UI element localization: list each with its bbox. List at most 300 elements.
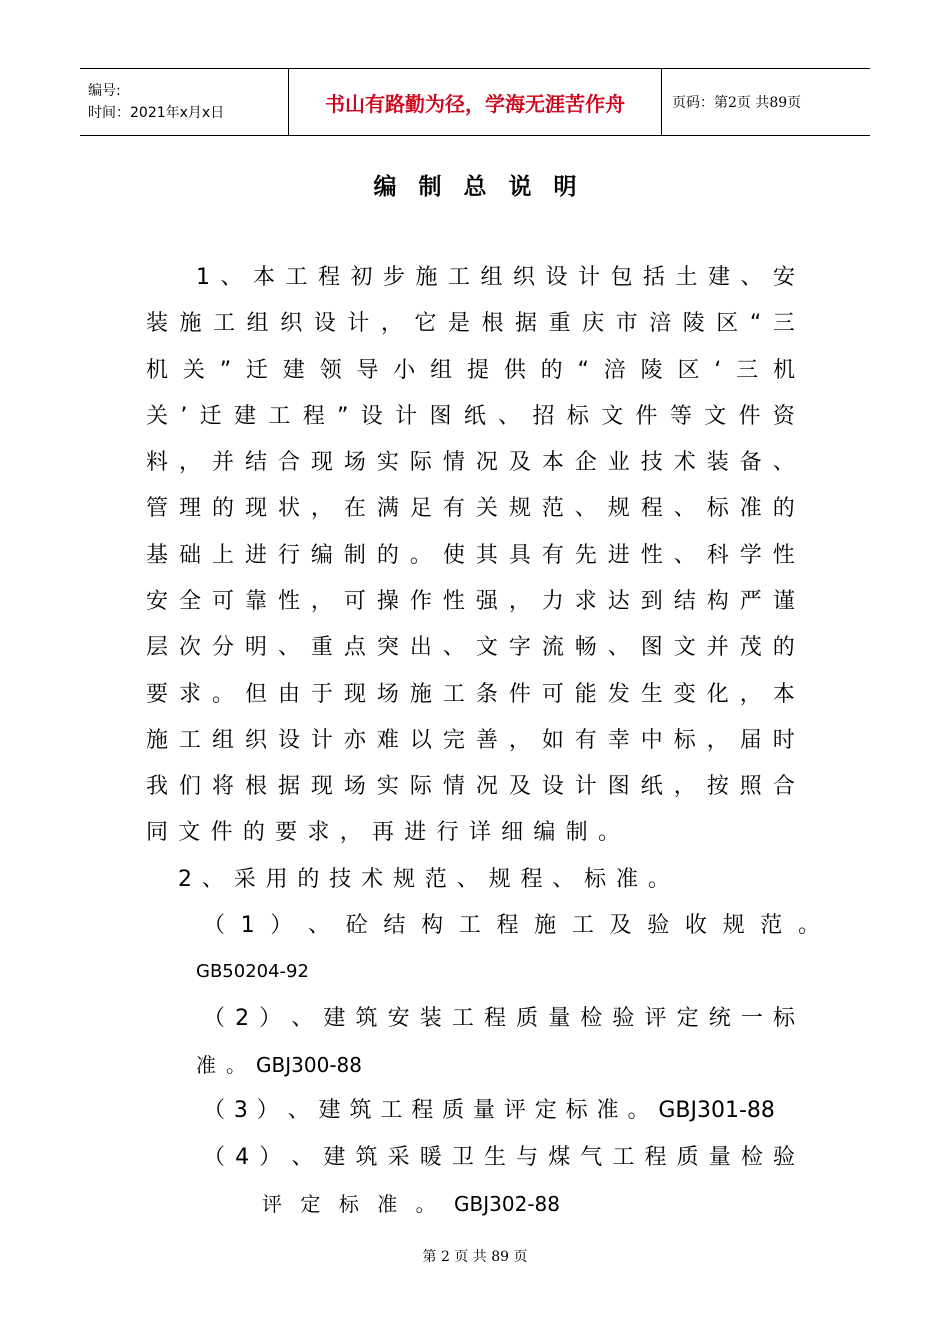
- body-glyph: 理: [178, 496, 201, 521]
- body-glyph: 。: [211, 682, 234, 707]
- body-glyph: 时: [772, 728, 795, 753]
- body-line: [262, 1188, 560, 1220]
- body-glyph: 、: [552, 867, 575, 892]
- body-glyph: 发: [607, 682, 630, 707]
- body-glyph: 由: [277, 682, 300, 707]
- body-glyph: 但: [244, 682, 267, 707]
- body-glyph: 等: [669, 404, 692, 429]
- body-glyph: 及: [609, 913, 632, 938]
- body-glyph: 上: [211, 543, 234, 568]
- body-glyph: 收: [684, 913, 707, 938]
- body-glyph: 陵: [640, 358, 663, 383]
- body-glyph: 再: [371, 820, 394, 845]
- body-glyph: 2: [178, 867, 192, 892]
- body-glyph: 际: [409, 774, 432, 799]
- body-glyph: ，: [310, 589, 333, 614]
- body-glyph: ）: [259, 1006, 282, 1031]
- body-glyph: 我: [146, 774, 169, 799]
- body-glyph: 砼: [345, 913, 368, 938]
- body-glyph: 幸: [607, 728, 630, 753]
- body-glyph: 计: [574, 774, 597, 799]
- body-glyph: 难: [376, 728, 399, 753]
- body-glyph: 筑: [355, 1006, 378, 1031]
- body-glyph: ，: [310, 496, 333, 521]
- body-glyph: 安: [387, 1006, 410, 1031]
- body-glyph: 明: [244, 635, 267, 660]
- body-glyph: 术: [361, 867, 384, 892]
- body-glyph: 建: [318, 1098, 341, 1123]
- body-glyph: 设: [541, 774, 564, 799]
- body-glyph: 层: [146, 635, 169, 660]
- body-glyph: 现: [343, 682, 366, 707]
- body-glyph: 步: [382, 265, 405, 290]
- body-glyph: 质: [676, 1145, 699, 1170]
- body-glyph: 术: [673, 450, 696, 475]
- body-glyph: 技: [640, 450, 663, 475]
- body-glyph: 评: [644, 1006, 667, 1031]
- body-glyph: 建: [707, 265, 730, 290]
- body-glyph: 有: [574, 728, 597, 753]
- body-glyph: 制: [343, 543, 366, 568]
- body-glyph: 们: [178, 774, 201, 799]
- body-glyph: 性: [277, 589, 300, 614]
- body-glyph: 规: [393, 867, 416, 892]
- body-glyph: 靠: [244, 589, 267, 614]
- body-glyph: 强: [475, 589, 498, 614]
- body-glyph: 构: [706, 589, 729, 614]
- body-glyph: 计: [310, 728, 333, 753]
- body-glyph: 如: [541, 728, 564, 753]
- body-glyph: 与: [516, 1145, 539, 1170]
- body-glyph: 迁: [245, 358, 268, 383]
- body-glyph: 招: [532, 404, 555, 429]
- body-glyph: 在: [343, 496, 366, 521]
- body-glyph: 程: [640, 496, 663, 521]
- body-glyph: 织: [512, 265, 535, 290]
- body-glyph: 足: [409, 496, 432, 521]
- body-glyph: 备: [739, 450, 762, 475]
- body-glyph: 。: [597, 820, 620, 845]
- body-glyph: 文: [475, 635, 498, 660]
- body-glyph: 工: [451, 1006, 474, 1031]
- body-glyph: ，: [706, 728, 729, 753]
- body-glyph: 有: [442, 496, 465, 521]
- body-glyph: 它: [414, 311, 437, 336]
- body-glyph: 及: [508, 774, 531, 799]
- body-glyph: 可: [541, 682, 564, 707]
- body-glyph: 达: [607, 589, 630, 614]
- body-glyph: 行: [436, 820, 459, 845]
- body-glyph: 详: [468, 820, 491, 845]
- body-glyph: 进: [244, 543, 267, 568]
- body-glyph: 场: [343, 450, 366, 475]
- body-glyph: 标: [673, 728, 696, 753]
- body-glyph: 现: [310, 450, 333, 475]
- body-glyph: 煤: [548, 1145, 571, 1170]
- body-glyph: （: [203, 1006, 226, 1031]
- body-glyph: 并: [211, 450, 234, 475]
- body-line: [146, 540, 795, 572]
- body-glyph: 组: [430, 358, 453, 383]
- body-line: [146, 817, 620, 849]
- body-glyph: 中: [640, 728, 663, 753]
- body-glyph: 合: [277, 450, 300, 475]
- body-line: [146, 632, 795, 664]
- body-glyph: ，: [739, 682, 762, 707]
- body-glyph: 计: [347, 311, 370, 336]
- body-glyph: 变: [673, 682, 696, 707]
- body-glyph: 标: [565, 1098, 588, 1123]
- body-glyph: 3: [233, 1098, 248, 1123]
- body-glyph: 科: [706, 543, 729, 568]
- body-glyph: 照: [739, 774, 762, 799]
- body-line: [196, 262, 795, 294]
- body-glyph: 、: [220, 265, 243, 290]
- body-glyph: 本: [252, 265, 275, 290]
- body-glyph: 土: [675, 265, 698, 290]
- body-glyph: 装: [146, 311, 169, 336]
- body-glyph: 性: [442, 589, 465, 614]
- body-glyph: 迁: [199, 404, 222, 429]
- body-glyph: 2: [235, 1006, 250, 1031]
- body-glyph: 是: [447, 311, 470, 336]
- body-glyph: 建: [323, 1145, 346, 1170]
- body-glyph: 规: [722, 913, 745, 938]
- body-glyph: 准: [196, 1053, 216, 1077]
- body-glyph: 筑: [355, 1145, 378, 1170]
- body-glyph: 茂: [739, 635, 762, 660]
- body-glyph: 重: [548, 311, 571, 336]
- body-glyph: 、: [456, 867, 479, 892]
- body-glyph: 、: [574, 496, 597, 521]
- body-glyph: 验: [772, 1145, 795, 1170]
- body-glyph: 并: [706, 635, 729, 660]
- body-glyph: 文: [601, 404, 624, 429]
- body-glyph: 施: [409, 682, 432, 707]
- body-glyph: 市: [615, 311, 638, 336]
- body-glyph: 准: [739, 496, 762, 521]
- body-glyph: 根: [481, 311, 504, 336]
- body-glyph: 本: [772, 682, 795, 707]
- body-glyph: 三: [772, 311, 795, 336]
- body-glyph: 评: [503, 1098, 526, 1123]
- body-glyph: 工: [612, 1145, 635, 1170]
- body-glyph: 件: [508, 682, 531, 707]
- body-glyph: 施: [534, 913, 557, 938]
- body-glyph: 纸: [640, 774, 663, 799]
- body-glyph: 根: [244, 774, 267, 799]
- body-glyph: 范: [760, 913, 783, 938]
- document-code-label: 编号:: [88, 83, 121, 99]
- body-glyph: 结: [244, 450, 267, 475]
- body-glyph: 基: [146, 543, 169, 568]
- body-glyph: 组: [246, 311, 269, 336]
- body-glyph: 庆: [582, 311, 605, 336]
- body-glyph: 。: [415, 1192, 436, 1216]
- body-glyph: 性: [772, 543, 795, 568]
- body-glyph: 。: [647, 867, 670, 892]
- body-glyph: 程: [411, 1098, 434, 1123]
- body-glyph: 建: [282, 358, 305, 383]
- body-glyph: 标: [584, 867, 607, 892]
- body-glyph: 能: [574, 682, 597, 707]
- body-glyph: 化: [706, 682, 729, 707]
- body-glyph: 建: [323, 1006, 346, 1031]
- body-glyph: 况: [475, 450, 498, 475]
- body-glyph: 出: [409, 635, 432, 660]
- body-glyph: 严: [739, 589, 762, 614]
- body-glyph: 范: [541, 496, 564, 521]
- body-glyph: 卫: [451, 1145, 474, 1170]
- body-glyph: ）: [256, 1098, 279, 1123]
- body-glyph: ’: [180, 404, 188, 429]
- body-glyph: 资: [772, 404, 795, 429]
- body-glyph: 工: [268, 404, 291, 429]
- body-glyph: 管: [146, 496, 169, 521]
- body-glyph: 陵: [682, 311, 705, 336]
- body-glyph: 图: [607, 774, 630, 799]
- body-glyph: GBJ300-88: [256, 1053, 362, 1077]
- body-glyph: 。: [409, 543, 432, 568]
- body-glyph: 求: [178, 682, 201, 707]
- body-glyph: 用: [265, 867, 288, 892]
- body-glyph: ）: [270, 913, 293, 938]
- body-glyph: 据: [277, 774, 300, 799]
- body-glyph: 建: [234, 404, 257, 429]
- body-glyph: 及: [508, 450, 531, 475]
- body-line: [146, 586, 795, 618]
- body-glyph: 届: [739, 728, 762, 753]
- body-glyph: 全: [178, 589, 201, 614]
- body-glyph: 导: [356, 358, 379, 383]
- body-glyph: 、: [740, 265, 763, 290]
- body-glyph: 文: [704, 404, 727, 429]
- body-glyph: 生: [640, 682, 663, 707]
- body-line: [178, 864, 670, 896]
- body-line: [146, 493, 795, 525]
- body-glyph: 1: [240, 913, 255, 938]
- body-glyph: 、: [607, 635, 630, 660]
- body-glyph: 条: [475, 682, 498, 707]
- body-glyph: 三: [736, 358, 759, 383]
- body-glyph: 编: [533, 820, 556, 845]
- body-glyph: 区: [677, 358, 700, 383]
- body-glyph: 标: [338, 1192, 359, 1216]
- body-glyph: 括: [642, 265, 665, 290]
- body-glyph: 标: [772, 1006, 795, 1031]
- body-line: [146, 725, 795, 757]
- body-glyph: 规: [488, 867, 511, 892]
- body-glyph: GBJ302-88: [454, 1192, 560, 1216]
- body-glyph: 、: [308, 913, 331, 938]
- body-glyph: 、: [673, 496, 696, 521]
- body-glyph: 统: [708, 1006, 731, 1031]
- body-glyph: 、: [291, 1006, 314, 1031]
- body-glyph: 实: [376, 774, 399, 799]
- body-glyph: （: [203, 913, 226, 938]
- body-glyph: 、: [673, 543, 696, 568]
- body-glyph: 区: [716, 311, 739, 336]
- body-glyph: 同: [146, 820, 169, 845]
- body-line: [146, 771, 795, 803]
- body-glyph: 装: [419, 1006, 442, 1031]
- body-glyph: 据: [515, 311, 538, 336]
- body-glyph: 程: [302, 404, 325, 429]
- body-glyph: GBJ301-88: [658, 1098, 775, 1123]
- body-glyph: 操: [376, 589, 399, 614]
- body-glyph: 件: [210, 820, 233, 845]
- header-motto: 书山有路勤为径，学海无涯苦作舟: [289, 69, 662, 136]
- body-glyph: 气: [580, 1145, 603, 1170]
- body-glyph: 量: [708, 1145, 731, 1170]
- body-glyph: 施: [179, 311, 202, 336]
- body-glyph: 采: [387, 1145, 410, 1170]
- body-glyph: 准: [616, 867, 639, 892]
- body-glyph: 工: [458, 913, 481, 938]
- body-glyph: ，: [380, 311, 403, 336]
- body-glyph: 现: [310, 774, 333, 799]
- body-glyph: 规: [508, 496, 531, 521]
- body-glyph: 满: [376, 496, 399, 521]
- body-glyph: 图: [640, 635, 663, 660]
- body-glyph: 施: [415, 265, 438, 290]
- body-glyph: 采: [233, 867, 256, 892]
- body-glyph: 件: [738, 404, 761, 429]
- body-glyph: 初: [350, 265, 373, 290]
- body-line: [196, 1049, 362, 1081]
- body-glyph: 工: [178, 728, 201, 753]
- body-glyph: 提: [466, 358, 489, 383]
- body-glyph: （: [203, 1098, 226, 1123]
- body-glyph: 情: [442, 774, 465, 799]
- body-glyph: 、: [291, 1145, 314, 1170]
- body-line: [146, 308, 795, 340]
- body-glyph: 供: [503, 358, 526, 383]
- body-glyph: 求: [574, 589, 597, 614]
- body-glyph: 纸: [463, 404, 486, 429]
- body-glyph: 定: [534, 1098, 557, 1123]
- body-line: GB50204-92: [196, 961, 309, 982]
- body-line: [146, 447, 795, 479]
- header-page-info: 页码：第2页 共89页: [662, 69, 871, 136]
- body-glyph: 谨: [772, 589, 795, 614]
- body-glyph: 包: [610, 265, 633, 290]
- body-glyph: 小: [393, 358, 416, 383]
- body-glyph: 技: [329, 867, 352, 892]
- body-glyph: 性: [640, 543, 663, 568]
- body-glyph: 。: [226, 1053, 247, 1077]
- body-glyph: 的: [242, 820, 265, 845]
- body-glyph: 涪: [603, 358, 626, 383]
- body-glyph: ）: [259, 1145, 282, 1170]
- body-glyph: 领: [319, 358, 342, 383]
- body-glyph: 于: [310, 682, 333, 707]
- body-glyph: 先: [574, 543, 597, 568]
- body-glyph: 况: [475, 774, 498, 799]
- body-glyph: 程: [520, 867, 543, 892]
- body-glyph: 暖: [419, 1145, 442, 1170]
- body-glyph: ‘: [714, 358, 722, 383]
- body-glyph: 础: [178, 543, 201, 568]
- body-glyph: 际: [409, 450, 432, 475]
- body-line: [146, 401, 795, 433]
- body-glyph: 一: [740, 1006, 763, 1031]
- body-glyph: 4: [235, 1145, 250, 1170]
- body-glyph: 安: [772, 265, 795, 290]
- body-glyph: “: [577, 358, 589, 383]
- body-glyph: 检: [580, 1006, 603, 1031]
- body-glyph: 求: [307, 820, 330, 845]
- body-glyph: 工: [442, 682, 465, 707]
- body-glyph: 合: [772, 774, 795, 799]
- page-footer: 第 2 页 共 89 页: [422, 1249, 528, 1265]
- body-glyph: 的: [772, 635, 795, 660]
- body-glyph: 设: [313, 311, 336, 336]
- body-glyph: 定: [300, 1192, 321, 1216]
- body-glyph: 1: [196, 265, 210, 290]
- body-glyph: 场: [376, 682, 399, 707]
- body-glyph: 文: [673, 635, 696, 660]
- body-glyph: 进: [404, 820, 427, 845]
- body-glyph: 现: [244, 496, 267, 521]
- body-glyph: 结: [383, 913, 406, 938]
- body-glyph: 进: [607, 543, 630, 568]
- body-glyph: 机: [772, 358, 795, 383]
- body-glyph: 量: [473, 1098, 496, 1123]
- body-glyph: 制: [565, 820, 588, 845]
- document-date: 时间：2021年x月x日: [88, 105, 225, 121]
- body-glyph: 本: [541, 450, 564, 475]
- body-glyph: 评: [262, 1192, 282, 1216]
- body-glyph: 使: [442, 543, 465, 568]
- body-glyph: 情: [442, 450, 465, 475]
- body-glyph: 到: [640, 589, 663, 614]
- body-glyph: 善: [475, 728, 498, 753]
- body-glyph: 业: [607, 450, 630, 475]
- body-glyph: 范: [424, 867, 447, 892]
- body-glyph: 关: [146, 404, 169, 429]
- body-glyph: 施: [146, 728, 169, 753]
- body-glyph: 其: [475, 543, 498, 568]
- body-glyph: 检: [740, 1145, 763, 1170]
- body-glyph: ”: [337, 404, 349, 429]
- body-glyph: 验: [647, 913, 670, 938]
- body-glyph: 、: [498, 404, 521, 429]
- body-glyph: 、: [277, 635, 300, 660]
- body-glyph: 畅: [574, 635, 597, 660]
- body-glyph: 筑: [349, 1098, 372, 1123]
- body-glyph: 、: [287, 1098, 310, 1123]
- body-glyph: 要: [146, 682, 169, 707]
- body-glyph: 标: [706, 496, 729, 521]
- body-glyph: 关: [475, 496, 498, 521]
- body-glyph: 、: [442, 635, 465, 660]
- body-glyph: 计: [577, 265, 600, 290]
- body-glyph: 织: [280, 311, 303, 336]
- body-glyph: 组: [211, 728, 234, 753]
- body-glyph: 的: [376, 543, 399, 568]
- body-glyph: 工: [571, 913, 594, 938]
- page-title: 编制总说明: [373, 174, 599, 200]
- body-glyph: 质: [516, 1006, 539, 1031]
- body-glyph: 图: [429, 404, 452, 429]
- body-glyph: 点: [343, 635, 366, 660]
- body-glyph: 的: [540, 358, 563, 383]
- body-glyph: 机: [146, 358, 169, 383]
- body-glyph: 可: [343, 589, 366, 614]
- body-glyph: ，: [339, 820, 362, 845]
- body-glyph: 可: [211, 589, 234, 614]
